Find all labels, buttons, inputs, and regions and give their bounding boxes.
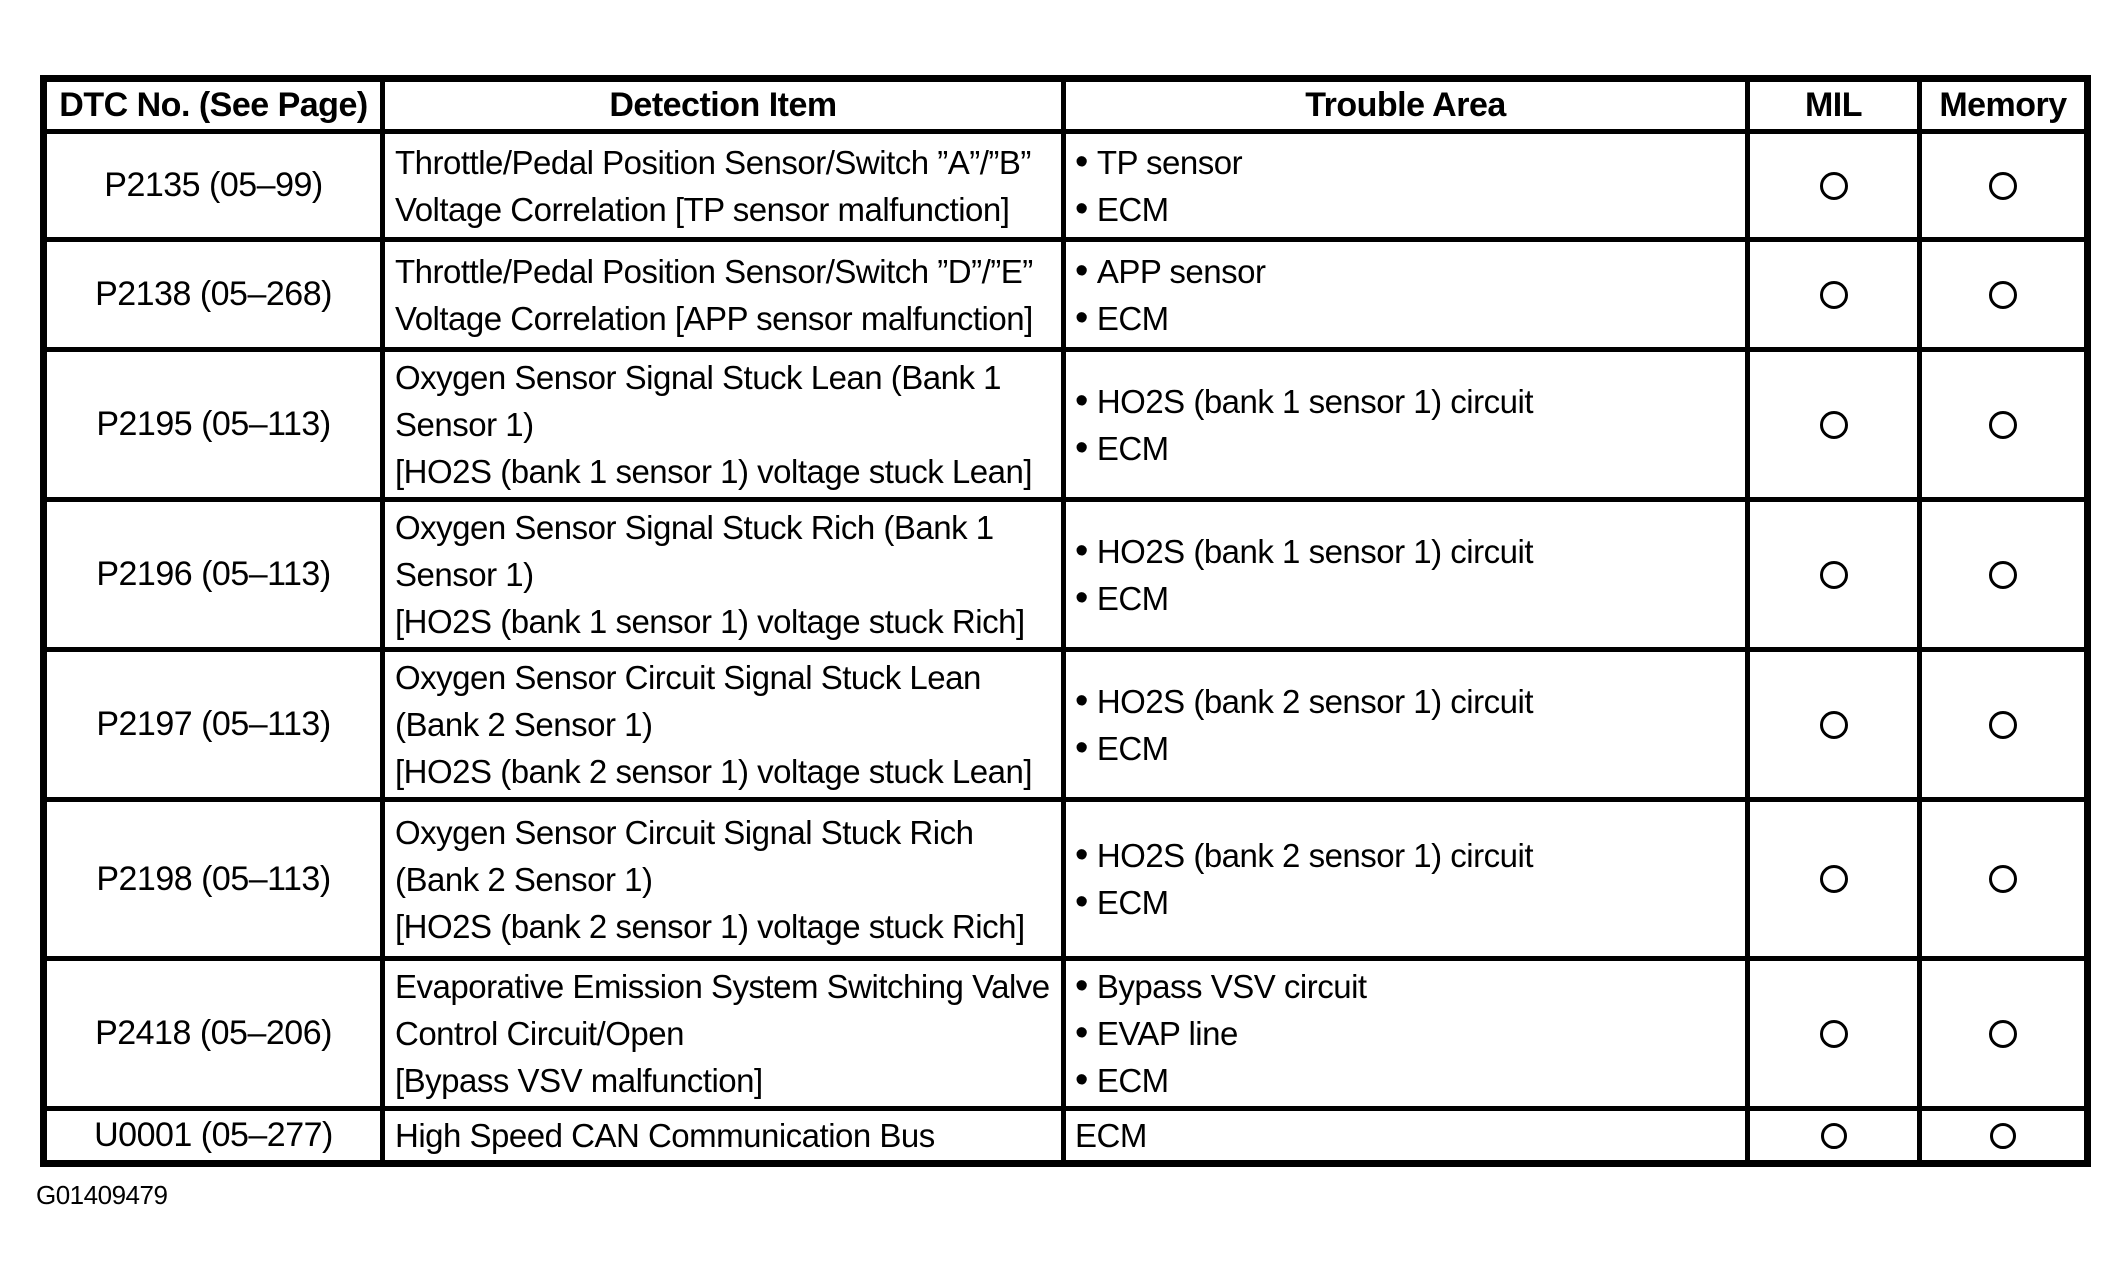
mil-cell <box>1748 132 1920 240</box>
mil-cell <box>1748 959 1920 1109</box>
trouble-cell <box>1064 800 1748 959</box>
trouble-item-text: APP sensor <box>1096 252 1266 290</box>
memory-cell <box>1920 350 2088 500</box>
trouble-item-text: ECM <box>1096 729 1169 767</box>
dtc-cell: P2138 (05–268) <box>44 240 383 350</box>
trouble-item <box>1075 378 1745 425</box>
table-row <box>44 800 2088 959</box>
memory-cell <box>1920 500 2088 650</box>
detection-cell <box>383 500 1064 650</box>
table-header-row <box>44 79 2088 132</box>
table-row <box>44 959 2088 1109</box>
detection-line: [HO2S (bank 1 sensor 1) voltage stuck Rich] <box>395 603 1025 640</box>
mil-cell <box>1748 240 1920 350</box>
trouble-item <box>1075 963 1745 1010</box>
detection-line: [HO2S (bank 2 sensor 1) voltage stuck Rich] <box>395 907 1025 945</box>
dtc-cell: P2198 (05–113) <box>44 800 383 959</box>
detection-cell <box>383 240 1064 350</box>
memory-circle <box>1989 1020 2017 1048</box>
trouble-item-text: TP sensor <box>1096 143 1243 181</box>
memory-circle <box>1989 561 2017 589</box>
table-row <box>44 1109 2088 1164</box>
trouble-item <box>1075 678 1745 725</box>
bullet-icon: • <box>1075 834 1088 876</box>
trouble-item-text: ECM <box>1096 299 1169 337</box>
bullet-icon: • <box>1075 187 1088 230</box>
table-row <box>44 240 2088 350</box>
detection-cell <box>383 1109 1064 1164</box>
bullet-icon: • <box>1075 679 1088 722</box>
trouble-cell <box>1064 650 1748 800</box>
detection-line: Control Circuit/Open <box>395 1015 684 1052</box>
mil-circle <box>1820 865 1848 893</box>
col-header-trouble: Trouble Area <box>1064 79 1748 132</box>
col-header-memory: Memory <box>1920 79 2088 132</box>
mil-circle <box>1820 1020 1848 1048</box>
dtc-cell: P2135 (05–99) <box>44 132 383 240</box>
memory-cell <box>1920 132 2088 240</box>
figure-code: G01409479 <box>36 1180 168 1210</box>
trouble-item-text: HO2S (bank 1 sensor 1) circuit <box>1096 532 1533 570</box>
trouble-cell <box>1064 240 1748 350</box>
mil-cell <box>1748 800 1920 959</box>
mil-circle <box>1820 711 1848 739</box>
detection-line: Oxygen Sensor Circuit Signal Stuck Lean <box>395 659 981 696</box>
dtc-cell: P2418 (05–206) <box>44 959 383 1109</box>
trouble-cell <box>1064 132 1748 240</box>
table-row <box>44 500 2088 650</box>
detection-cell <box>383 800 1064 959</box>
mil-circle <box>1820 172 1848 200</box>
trouble-cell <box>1064 1109 1748 1164</box>
trouble-item <box>1075 139 1745 186</box>
bullet-icon: • <box>1075 140 1088 183</box>
detection-line: Oxygen Sensor Signal Stuck Rich (Bank 1 <box>395 509 994 546</box>
memory-circle <box>1989 411 2017 439</box>
trouble-item <box>1075 575 1745 622</box>
trouble-item-text: ECM <box>1075 1117 1147 1154</box>
detection-cell <box>383 132 1064 240</box>
bullet-icon: • <box>1075 379 1088 422</box>
trouble-item-text: ECM <box>1096 190 1169 228</box>
detection-line: (Bank 2 Sensor 1) <box>395 706 653 743</box>
detection-line: Sensor 1) <box>395 556 534 593</box>
trouble-item <box>1075 832 1745 879</box>
mil-circle <box>1821 1123 1847 1149</box>
trouble-item-text: ECM <box>1096 579 1169 617</box>
trouble-item <box>1075 425 1745 472</box>
bullet-icon: • <box>1075 881 1088 923</box>
memory-cell <box>1920 1109 2088 1164</box>
trouble-cell <box>1064 500 1748 650</box>
col-header-mil: MIL <box>1748 79 1920 132</box>
trouble-item <box>1075 528 1745 575</box>
mil-circle <box>1820 411 1848 439</box>
detection-line: (Bank 2 Sensor 1) <box>395 860 653 898</box>
detection-line: Oxygen Sensor Signal Stuck Lean (Bank 1 <box>395 359 1002 396</box>
dtc-cell: P2195 (05–113) <box>44 350 383 500</box>
dtc-cell: P2197 (05–113) <box>44 650 383 800</box>
bullet-icon: • <box>1075 249 1088 292</box>
memory-circle <box>1990 1123 2016 1149</box>
trouble-item <box>1075 295 1745 342</box>
memory-circle <box>1989 865 2017 893</box>
memory-circle <box>1989 711 2017 739</box>
trouble-item <box>1075 1010 1745 1057</box>
detection-line: Evaporative Emission System Switching Valve <box>395 968 1050 1005</box>
bullet-icon: • <box>1075 426 1088 469</box>
detection-cell <box>383 350 1064 500</box>
detection-line: [HO2S (bank 2 sensor 1) voltage stuck Lean] <box>395 753 1033 790</box>
trouble-item-text: ECM <box>1096 429 1169 467</box>
trouble-item <box>1075 1057 1745 1104</box>
bullet-icon: • <box>1075 965 1088 1007</box>
bullet-icon: • <box>1075 1012 1088 1054</box>
table-row <box>44 650 2088 800</box>
trouble-item-text: HO2S (bank 2 sensor 1) circuit <box>1096 837 1533 874</box>
memory-cell <box>1920 800 2088 959</box>
trouble-item <box>1075 248 1745 295</box>
col-header-dtc: DTC No. (See Page) <box>44 79 383 132</box>
trouble-item-text: Bypass VSV circuit <box>1096 968 1367 1005</box>
detection-cell <box>383 959 1064 1109</box>
detection-line: Oxygen Sensor Circuit Signal Stuck Rich <box>395 813 974 851</box>
memory-cell <box>1920 959 2088 1109</box>
bullet-icon: • <box>1075 296 1088 339</box>
memory-circle <box>1989 172 2017 200</box>
trouble-item-text: HO2S (bank 2 sensor 1) circuit <box>1096 682 1533 720</box>
mil-cell <box>1748 500 1920 650</box>
bullet-icon: • <box>1075 576 1088 619</box>
detection-line: Throttle/Pedal Position Sensor/Switch ”A”/”B” <box>395 143 1031 181</box>
trouble-item <box>1075 725 1745 772</box>
mil-cell <box>1748 350 1920 500</box>
mil-circle <box>1820 561 1848 589</box>
detection-line: [HO2S (bank 1 sensor 1) voltage stuck Lean] <box>395 453 1033 490</box>
trouble-cell <box>1064 350 1748 500</box>
trouble-item <box>1075 1112 1745 1159</box>
detection-line: Throttle/Pedal Position Sensor/Switch ”D”/”E” <box>395 252 1033 290</box>
dtc-cell: P2196 (05–113) <box>44 500 383 650</box>
detection-line: Voltage Correlation [APP sensor malfunction] <box>395 299 1033 337</box>
mil-circle <box>1820 281 1848 309</box>
memory-circle <box>1989 281 2017 309</box>
trouble-item <box>1075 186 1745 233</box>
table-row <box>44 132 2088 240</box>
trouble-item-text: ECM <box>1096 884 1169 921</box>
mil-cell <box>1748 1109 1920 1164</box>
memory-cell <box>1920 240 2088 350</box>
col-header-detection: Detection Item <box>383 79 1064 132</box>
trouble-item <box>1075 879 1745 926</box>
bullet-icon: • <box>1075 1059 1088 1101</box>
detection-line: Sensor 1) <box>395 406 534 443</box>
detection-line: Voltage Correlation [TP sensor malfunction] <box>395 190 1010 228</box>
memory-cell <box>1920 650 2088 800</box>
detection-cell <box>383 650 1064 800</box>
dtc-table <box>40 75 2091 1167</box>
table-row <box>44 350 2088 500</box>
dtc-cell: U0001 (05–277) <box>44 1109 383 1164</box>
bullet-icon: • <box>1075 529 1088 572</box>
trouble-item-text: ECM <box>1096 1062 1169 1099</box>
detection-line: High Speed CAN Communication Bus <box>395 1117 935 1154</box>
mil-cell <box>1748 650 1920 800</box>
detection-line: [Bypass VSV malfunction] <box>395 1062 763 1099</box>
trouble-item-text: HO2S (bank 1 sensor 1) circuit <box>1096 382 1533 420</box>
trouble-item-text: EVAP line <box>1096 1015 1238 1052</box>
trouble-cell <box>1064 959 1748 1109</box>
bullet-icon: • <box>1075 726 1088 769</box>
